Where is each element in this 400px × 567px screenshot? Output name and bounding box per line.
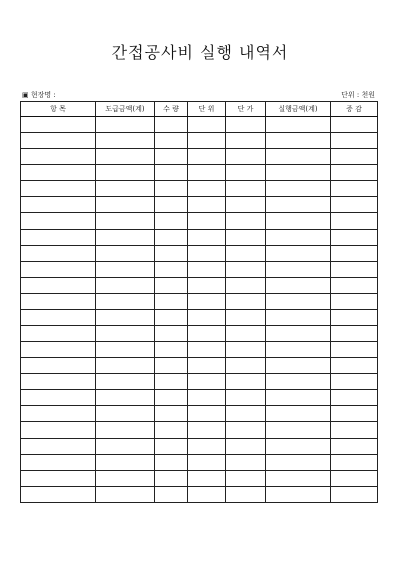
table-row: [21, 197, 378, 213]
table-row: [21, 326, 378, 342]
cell-unit-price: [226, 406, 266, 422]
cell-unit: [188, 454, 226, 470]
cell-contract-amount: [96, 470, 155, 486]
cell-unit-price: [226, 149, 266, 165]
cell-contract-amount: [96, 342, 155, 358]
table-body: [21, 117, 378, 503]
cell-item: [21, 470, 96, 486]
cell-unit: [188, 261, 226, 277]
cell-item: [21, 133, 96, 149]
cell-variance: [331, 309, 378, 325]
cell-variance: [331, 342, 378, 358]
cell-item: [21, 309, 96, 325]
table-row: [21, 342, 378, 358]
cell-unit-price: [226, 358, 266, 374]
cell-unit-price: [226, 117, 266, 133]
cell-unit: [188, 293, 226, 309]
cell-unit-price: [226, 229, 266, 245]
cell-contract-amount: [96, 390, 155, 406]
cell-unit-price: [226, 470, 266, 486]
cell-unit-price: [226, 309, 266, 325]
table-row: [21, 470, 378, 486]
cell-variance: [331, 293, 378, 309]
cell-unit-price: [226, 165, 266, 181]
cell-item: [21, 486, 96, 502]
cell-execution-amount: [266, 165, 331, 181]
cell-unit: [188, 406, 226, 422]
header-contract-amount: 도급금액(계): [96, 102, 155, 117]
cell-execution-amount: [266, 470, 331, 486]
cell-variance: [331, 390, 378, 406]
header-item: 항 목: [21, 102, 96, 117]
cell-variance: [331, 422, 378, 438]
cell-execution-amount: [266, 277, 331, 293]
site-name-label: ▣ 현장명 :: [22, 91, 56, 99]
cell-unit: [188, 149, 226, 165]
cell-variance: [331, 229, 378, 245]
cell-contract-amount: [96, 438, 155, 454]
cell-contract-amount: [96, 261, 155, 277]
cell-unit-price: [226, 197, 266, 213]
cell-quantity: [155, 486, 188, 502]
cell-execution-amount: [266, 374, 331, 390]
header-variance: 증 감: [331, 102, 378, 117]
cell-contract-amount: [96, 149, 155, 165]
cell-variance: [331, 181, 378, 197]
cell-quantity: [155, 213, 188, 229]
cell-quantity: [155, 261, 188, 277]
cell-execution-amount: [266, 309, 331, 325]
cell-unit: [188, 165, 226, 181]
cell-variance: [331, 117, 378, 133]
cell-item: [21, 165, 96, 181]
table-row: [21, 438, 378, 454]
cell-variance: [331, 438, 378, 454]
cell-execution-amount: [266, 390, 331, 406]
cell-quantity: [155, 197, 188, 213]
cell-unit: [188, 133, 226, 149]
cell-unit: [188, 486, 226, 502]
cell-execution-amount: [266, 438, 331, 454]
cell-item: [21, 229, 96, 245]
document-title: 간접공사비 실행 내역서: [111, 43, 289, 62]
cell-item: [21, 342, 96, 358]
table-row: [21, 165, 378, 181]
cell-execution-amount: [266, 149, 331, 165]
cell-unit: [188, 374, 226, 390]
cell-unit: [188, 358, 226, 374]
cell-quantity: [155, 309, 188, 325]
cell-contract-amount: [96, 133, 155, 149]
cell-variance: [331, 197, 378, 213]
cell-variance: [331, 245, 378, 261]
cell-unit-price: [226, 181, 266, 197]
cell-quantity: [155, 326, 188, 342]
cell-item: [21, 374, 96, 390]
cell-unit: [188, 229, 226, 245]
cell-contract-amount: [96, 406, 155, 422]
cell-unit-price: [226, 245, 266, 261]
cell-unit: [188, 277, 226, 293]
cell-unit-price: [226, 422, 266, 438]
cell-quantity: [155, 277, 188, 293]
cell-execution-amount: [266, 342, 331, 358]
cell-variance: [331, 133, 378, 149]
cell-variance: [331, 213, 378, 229]
cell-variance: [331, 261, 378, 277]
cell-unit-price: [226, 438, 266, 454]
cell-unit-price: [226, 454, 266, 470]
cell-quantity: [155, 374, 188, 390]
table-row: [21, 293, 378, 309]
cell-unit-price: [226, 293, 266, 309]
header-execution-amount: 실행금액(계): [266, 102, 331, 117]
table-row: [21, 454, 378, 470]
table-row: [21, 374, 378, 390]
cell-variance: [331, 470, 378, 486]
table-row: [21, 358, 378, 374]
cell-contract-amount: [96, 229, 155, 245]
cell-item: [21, 406, 96, 422]
cell-quantity: [155, 454, 188, 470]
cell-unit: [188, 181, 226, 197]
cell-quantity: [155, 422, 188, 438]
cell-quantity: [155, 358, 188, 374]
cell-quantity: [155, 438, 188, 454]
cell-unit-price: [226, 342, 266, 358]
cell-quantity: [155, 229, 188, 245]
cell-quantity: [155, 133, 188, 149]
cell-unit: [188, 117, 226, 133]
cell-execution-amount: [266, 181, 331, 197]
cell-unit: [188, 422, 226, 438]
cell-execution-amount: [266, 454, 331, 470]
cell-contract-amount: [96, 486, 155, 502]
cell-execution-amount: [266, 486, 331, 502]
cell-item: [21, 390, 96, 406]
cell-item: [21, 422, 96, 438]
table-row: [21, 406, 378, 422]
cell-variance: [331, 326, 378, 342]
table-row: [21, 117, 378, 133]
cell-contract-amount: [96, 358, 155, 374]
cell-item: [21, 197, 96, 213]
cell-item: [21, 454, 96, 470]
cell-contract-amount: [96, 374, 155, 390]
cell-item: [21, 181, 96, 197]
table-row: [21, 229, 378, 245]
cell-unit-price: [226, 261, 266, 277]
cell-contract-amount: [96, 293, 155, 309]
cell-unit-price: [226, 133, 266, 149]
cell-unit-price: [226, 390, 266, 406]
cell-execution-amount: [266, 293, 331, 309]
table-row: [21, 309, 378, 325]
expense-table-container: [20, 101, 377, 503]
table-row: [21, 213, 378, 229]
cell-execution-amount: [266, 197, 331, 213]
cell-unit: [188, 309, 226, 325]
cell-variance: [331, 486, 378, 502]
cell-unit-price: [226, 326, 266, 342]
cell-unit: [188, 390, 226, 406]
cell-contract-amount: [96, 454, 155, 470]
cell-execution-amount: [266, 358, 331, 374]
unit-label: 단위 : 천원: [341, 91, 375, 99]
cell-item: [21, 245, 96, 261]
cell-unit: [188, 342, 226, 358]
cell-item: [21, 277, 96, 293]
cell-quantity: [155, 181, 188, 197]
cell-execution-amount: [266, 406, 331, 422]
table-row: [21, 181, 378, 197]
cell-contract-amount: [96, 309, 155, 325]
cell-quantity: [155, 149, 188, 165]
table-row: [21, 149, 378, 165]
table-row: [21, 422, 378, 438]
cell-unit: [188, 245, 226, 261]
cell-variance: [331, 149, 378, 165]
cell-execution-amount: [266, 117, 331, 133]
cell-variance: [331, 374, 378, 390]
cell-variance: [331, 454, 378, 470]
cell-quantity: [155, 406, 188, 422]
cell-item: [21, 261, 96, 277]
cell-item: [21, 117, 96, 133]
cell-item: [21, 213, 96, 229]
header-quantity: 수 량: [155, 102, 188, 117]
cell-contract-amount: [96, 117, 155, 133]
cell-unit-price: [226, 277, 266, 293]
cell-unit-price: [226, 213, 266, 229]
cell-execution-amount: [266, 213, 331, 229]
cell-execution-amount: [266, 133, 331, 149]
cell-variance: [331, 406, 378, 422]
cell-unit: [188, 326, 226, 342]
cell-variance: [331, 358, 378, 374]
table-row: [21, 245, 378, 261]
cell-unit-price: [226, 374, 266, 390]
cell-unit: [188, 470, 226, 486]
cell-item: [21, 326, 96, 342]
table-row: [21, 277, 378, 293]
cell-unit: [188, 197, 226, 213]
cell-variance: [331, 277, 378, 293]
cell-contract-amount: [96, 277, 155, 293]
cell-quantity: [155, 293, 188, 309]
cell-quantity: [155, 390, 188, 406]
cell-quantity: [155, 245, 188, 261]
cell-unit: [188, 438, 226, 454]
cell-execution-amount: [266, 229, 331, 245]
cell-unit: [188, 213, 226, 229]
header-unit: 단 위: [188, 102, 226, 117]
cell-contract-amount: [96, 245, 155, 261]
cell-item: [21, 149, 96, 165]
cell-quantity: [155, 165, 188, 181]
cell-contract-amount: [96, 197, 155, 213]
cell-execution-amount: [266, 422, 331, 438]
table-row: [21, 261, 378, 277]
table-row: [21, 486, 378, 502]
cell-unit-price: [226, 486, 266, 502]
cell-contract-amount: [96, 326, 155, 342]
cell-contract-amount: [96, 165, 155, 181]
table-header-row: [21, 102, 378, 117]
cell-contract-amount: [96, 213, 155, 229]
cell-variance: [331, 165, 378, 181]
cell-contract-amount: [96, 181, 155, 197]
cell-contract-amount: [96, 422, 155, 438]
table-row: [21, 133, 378, 149]
cell-quantity: [155, 342, 188, 358]
cell-item: [21, 358, 96, 374]
cell-quantity: [155, 470, 188, 486]
cell-quantity: [155, 117, 188, 133]
expense-table: [20, 101, 378, 503]
cell-execution-amount: [266, 326, 331, 342]
header-unit-price: 단 가: [226, 102, 266, 117]
cell-item: [21, 293, 96, 309]
cell-item: [21, 438, 96, 454]
cell-execution-amount: [266, 245, 331, 261]
cell-execution-amount: [266, 261, 331, 277]
table-row: [21, 390, 378, 406]
